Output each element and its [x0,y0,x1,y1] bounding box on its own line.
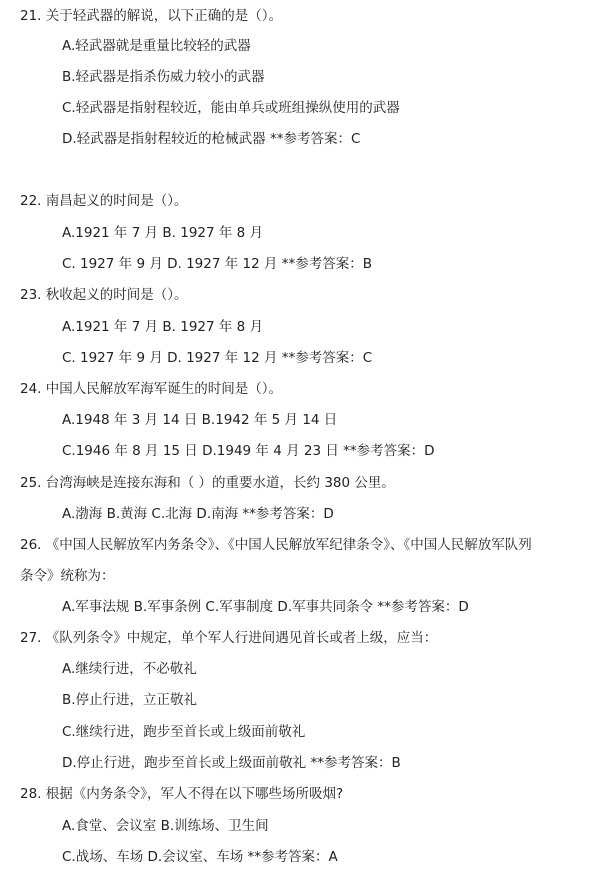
question-text: 28. 根据《内务条令》，军人不得在以下哪些场所吸烟? [20,786,344,802]
answer-option-with-key: D.停止行进，跑步至首长或上级面前敬礼 **参考答案：B [62,755,401,771]
answer-option: A.继续行进，不必敬礼 [62,661,197,677]
answer-option: A.1921 年 7 月 B. 1927 年 8 月 [62,225,264,241]
question-text: 22. 南昌起义的时间是（）。 [20,193,188,209]
answer-option: C.轻武器是指射程较近，能由单兵或班组操纵使用的武器 [62,100,400,116]
answer-option-with-key: A.军事法规 B.军事条例 C.军事制度 D.军事共同条令 **参考答案：D [62,599,469,615]
question-text: 24. 中国人民解放军海军诞生的时间是（）。 [20,381,283,397]
question-text: 23. 秋收起义的时间是（）。 [20,287,188,303]
question-text: 25. 台湾海峡是连接东海和（ ）的重要水道，长约 380 公里。 [20,475,395,491]
answer-option: C.继续行进，跑步至首长或上级面前敬礼 [62,724,306,740]
answer-option-with-key: C. 1927 年 9 月 D. 1927 年 12 月 **参考答案：B [62,256,373,272]
question-text-continued: 条令》统称为： [20,568,115,584]
answer-option-with-key: C.战场、车场 D.会议室、车场 **参考答案：A [62,849,338,865]
answer-option: B.轻武器是指杀伤威力较小的武器 [62,69,265,85]
answer-option: A.轻武器就是重量比较轻的武器 [62,38,251,54]
answer-option: A.1948 年 3 月 14 日 B.1942 年 5 月 14 日 [62,412,338,428]
question-text: 27. 《队列条令》中规定，单个军人行进间遇见首长或者上级，应当： [20,630,438,646]
answer-option-with-key: A.渤海 B.黄海 C.北海 D.南海 **参考答案：D [62,506,334,522]
answer-option-with-key: C.1946 年 8 月 15 日 D.1949 年 4 月 23 日 **参考答案：D [62,443,435,459]
answer-option-with-key: D.轻武器是指射程较近的枪械武器 **参考答案：C [62,131,361,147]
answer-option-with-key: C. 1927 年 9 月 D. 1927 年 12 月 **参考答案：C [62,350,373,366]
answer-option: A.食堂、会议室 B.训练场、卫生间 [62,818,269,834]
question-text: 26. 《中国人民解放军内务条令》、《中国人民解放军纪律条令》、《中国人民解放军队列 [20,537,532,553]
question-text: 21. 关于轻武器的解说，以下正确的是（）。 [20,8,283,24]
answer-option: B.停止行进，立正敬礼 [62,692,198,708]
answer-option: A.1921 年 7 月 B. 1927 年 8 月 [62,319,264,335]
